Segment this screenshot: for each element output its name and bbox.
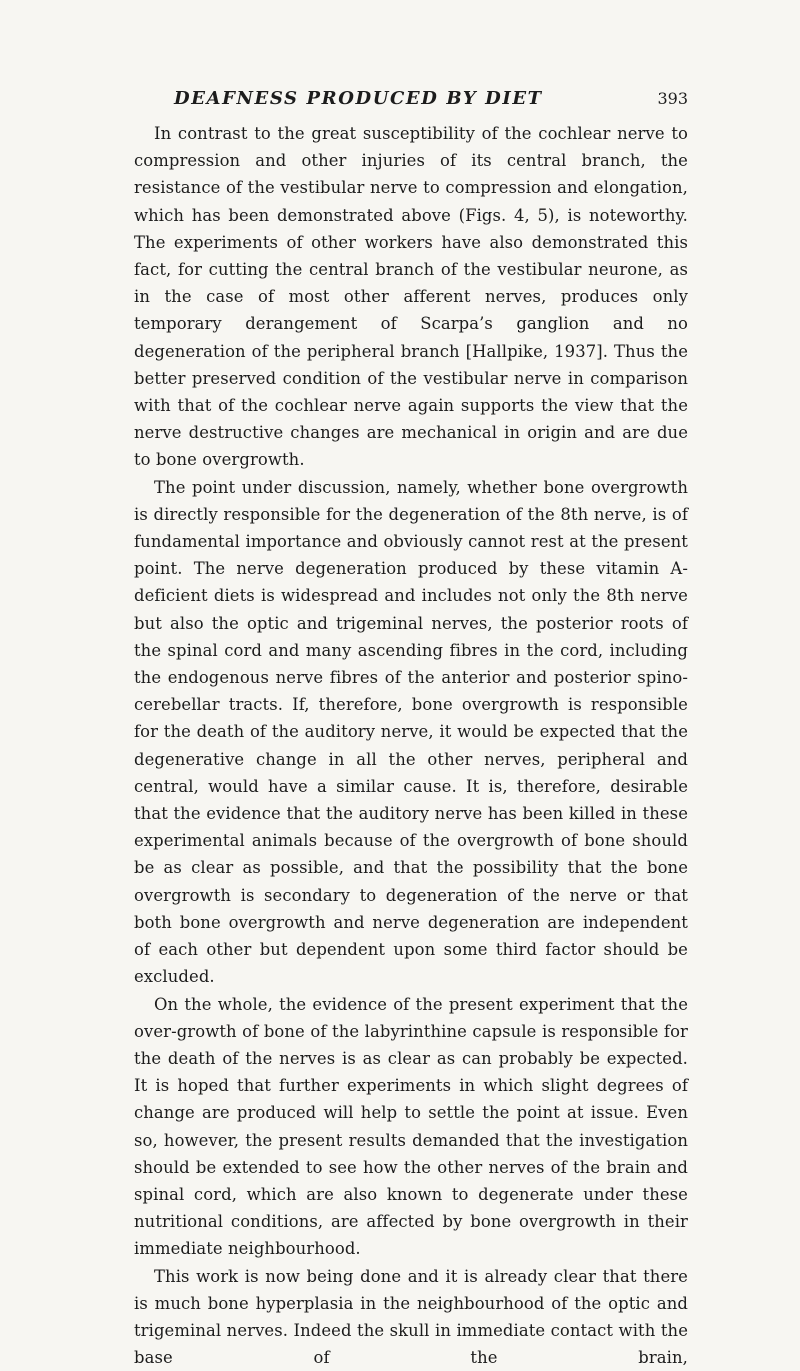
paragraph-3: On the whole, the evidence of the present experiment that the over-growth of bone of the labyrinthine capsule is responsible for the death of the nerves is as clear as can probably be expected. It is hoped that further experiments in which slight degrees of change are produced will help to settle the point at issue. Even so, however, the present results demanded that the investigation should be extended to see how the other nerves of the brain and spinal cord, which are also known to degenerate under these nutritional conditions, are affected by bone overgrowth in their immediate neighbourhood. (134, 994, 688, 1259)
page-number: 393 (657, 89, 688, 108)
running-head: DEAFNESS PRODUCED BY DIET (174, 88, 543, 109)
paragraph-2: The point under discussion, namely, whether bone overgrowth is directly responsible for the degeneration of the 8th nerve, is of fundamental importance and obviously cannot rest at the present point. The nerve degeneration produced by these vitamin A-deficient diets is widespread and includes not only the 8th nerve but also the optic and trigeminal nerves, the posterior roots of the spinal cord and many ascending fibres in the cord, including the endogenous nerve fibres of the anterior and posterior spino-cerebellar tracts. If, therefore, bone overgrowth is responsible for the death of the auditory nerve, it would be expected that the degenerative change in all the other nerves, peripheral and central, would have a similar cause. It is, therefore, desirable that the evidence that the auditory nerve has been killed in these experimental animals because of the overgrowth of bone should be as clear as possible, and that the possibility that the bone overgrowth is secondary to degeneration of the nerve or that both bone overgrowth and nerve degeneration are independent of each other but dependent upon some third factor should be excluded. (134, 477, 688, 987)
book-page (134, 88, 688, 1371)
paragraph-4: This work is now being done and it is already clear that there is much bone hyperplasia in the neighbourhood of the optic and trigeminal nerves. Indeed the skull in immediate contact with the base of the brain, (134, 1266, 688, 1368)
page-header (134, 88, 688, 118)
paragraph-1: In contrast to the great susceptibility of the cochlear nerve to compression and other injuries of its central branch, the resistance of the vestibular nerve to compression and elongation, which has been demonstrated above (Figs. 4, 5), is noteworthy. The experiments of other workers have also demonstrated this fact, for cutting the central branch of the vestibular neurone, as in the case of most other afferent nerves, produces only temporary derangement of Scarpa’s ganglion and no degeneration of the peripheral branch [Hallpike, 1937]. Thus the better preserved condition of the vestibular nerve in comparison with that of the cochlear nerve again supports the view that the nerve destructive changes are mechanical in origin and are due to bone overgrowth. (134, 124, 688, 470)
